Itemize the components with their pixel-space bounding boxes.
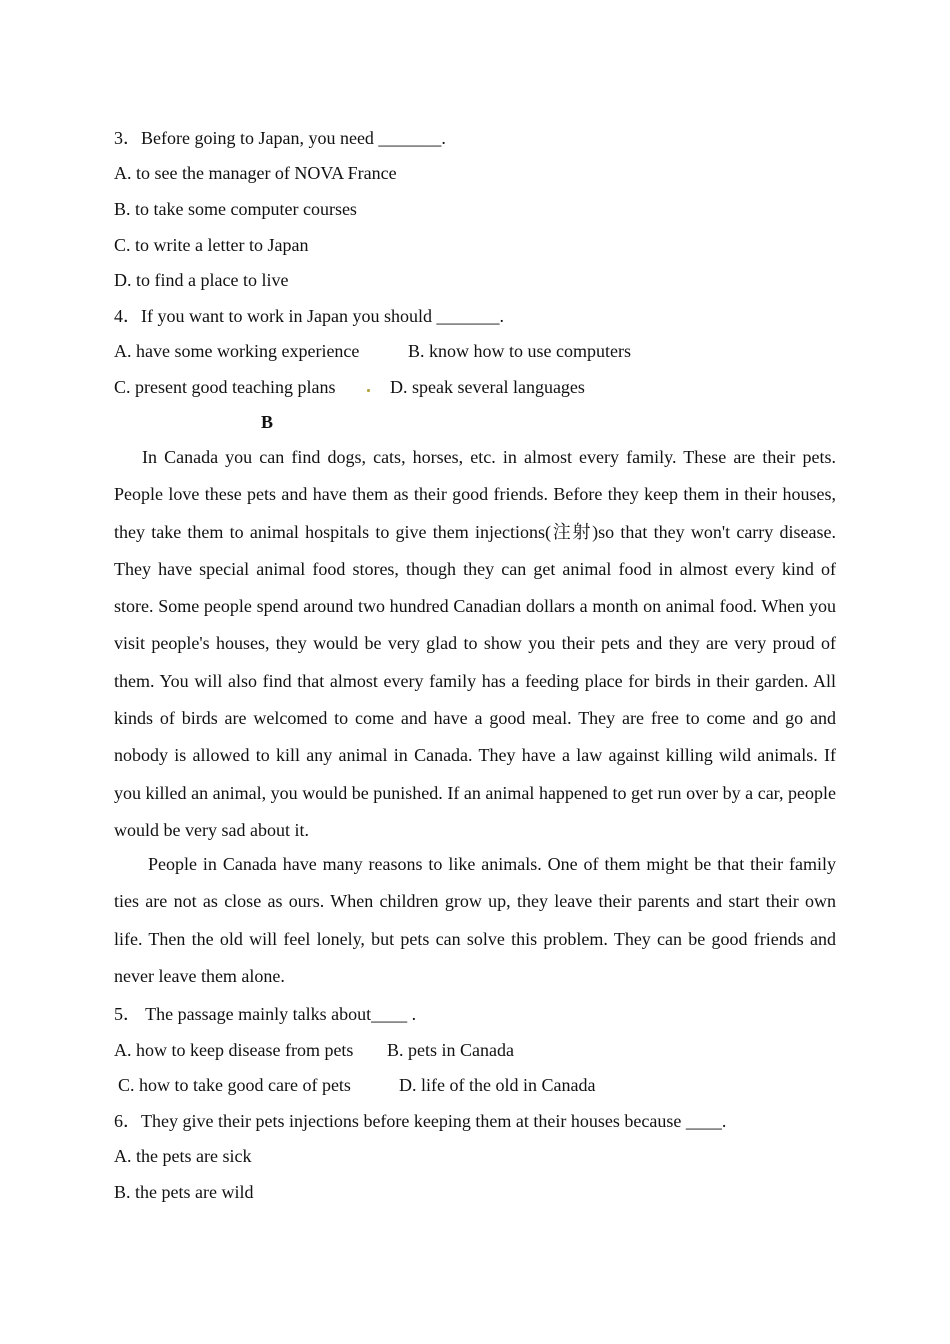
question-3-option-c: C. to write a letter to Japan — [114, 235, 309, 255]
stray-mark — [367, 389, 370, 392]
question-5-stem: 5． The passage mainly talks about____ . — [114, 1004, 417, 1024]
question-5-option-b: B. pets in Canada — [387, 1040, 514, 1060]
question-4-option-c: C. present good teaching plans — [114, 377, 336, 397]
section-heading-b: B — [261, 412, 274, 432]
question-5-option-d: D. life of the old in Canada — [399, 1075, 596, 1095]
question-4-option-a: A. have some working experience — [114, 341, 360, 361]
question-6-option-a: A. the pets are sick — [114, 1146, 252, 1166]
question-5-option-c: C. how to take good care of pets — [118, 1075, 351, 1095]
question-3-option-a: A. to see the manager of NOVA France — [114, 163, 397, 183]
question-4-option-b: B. know how to use computers — [408, 341, 631, 361]
passage-paragraph-2: People in Canada have many reasons to like animals. One of them might be that their family ties are not as close as ours. When children grow up, they leave their parents and start their own life. Then the old will feel lonely, but pets can solve this problem. They can be good friends and never leave them alone. — [114, 854, 836, 986]
question-3-option-b: B. to take some computer courses — [114, 199, 357, 219]
question-5-option-a: A. how to keep disease from pets — [114, 1040, 354, 1060]
question-6-stem: 6．They give their pets injections before keeping them at their houses because ____. — [114, 1111, 727, 1131]
question-4-stem: 4．If you want to work in Japan you should _______. — [114, 306, 504, 326]
question-6-option-b: B. the pets are wild — [114, 1182, 254, 1202]
question-3-stem: 3．Before going to Japan, you need _______. — [114, 128, 446, 148]
question-4-option-d: D. speak several languages — [390, 377, 585, 397]
question-3-option-d: D. to find a place to live — [114, 270, 289, 290]
passage-paragraph-1: In Canada you can find dogs, cats, horses, etc. in almost every family. These are their pets. People love these pets and have them as their good friends. Before they keep them in their houses, they take them to animal hospitals to give them injections(注射)so that they won't carry disease. They have special animal food stores, though they can get animal food in almost every kind of store. Some people spend around two hundred Canadian dollars a month on animal food. When you visit people's houses, they would be very glad to show you their pets and they are very proud of them. You will also find that almost every family has a feeding place for birds in their garden. All kinds of birds are welcomed to come and have a good meal. They are free to come and go and nobody is allowed to kill any animal in Canada. They have a law against killing wild animals. If you killed an animal, you would be punished. If an animal happened to get run over by a car, people would be very sad about it. — [114, 447, 836, 840]
